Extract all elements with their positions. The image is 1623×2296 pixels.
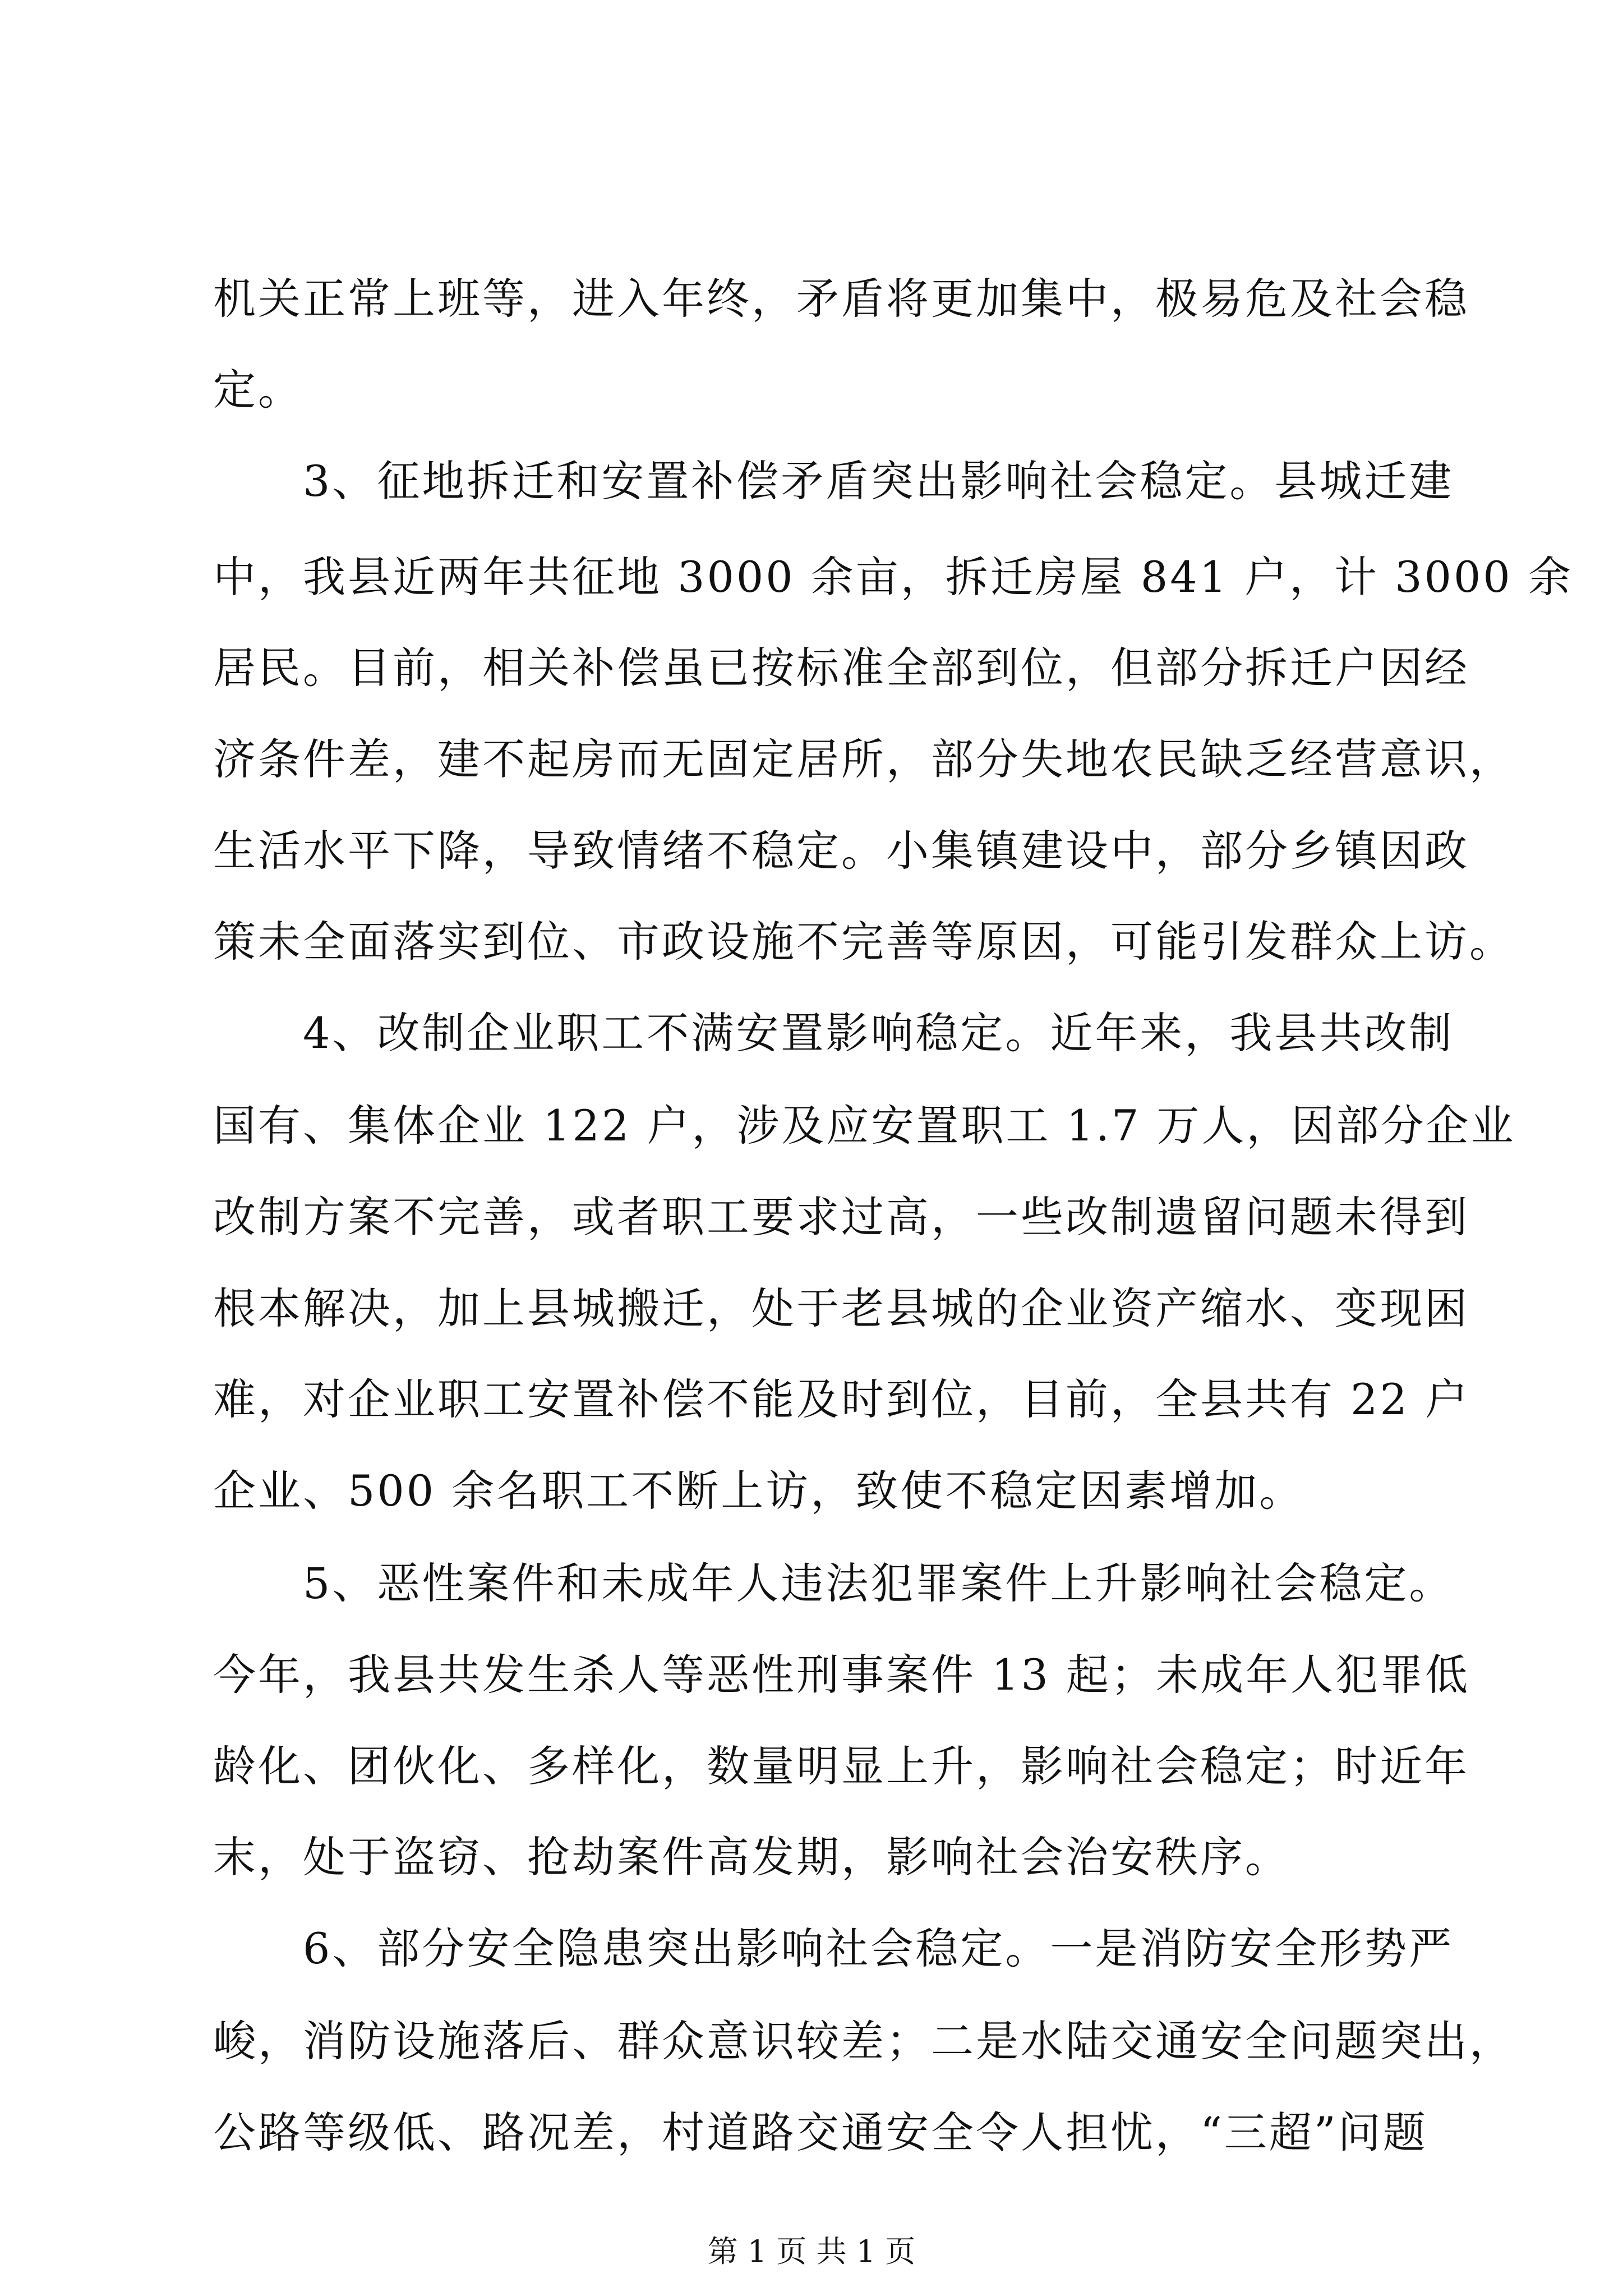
body-line: 根本解决，加上县城搬迁，处于老县城的企业资产缩水、变现困 [213, 1283, 1469, 1333]
body-line: 策未全面落实到位、市政设施不完善等原因，可能引发群众上访。 [213, 917, 1514, 967]
body-line: 生活水平下降，导致情绪不稳定。小集镇建设中，部分乡镇因政 [213, 826, 1469, 876]
body-line: 济条件差，建不起房而无固定居所，部分失地农民缺乏经营意识， [213, 734, 1514, 784]
paragraph-start-line: 6、部分安全隐患突出影响社会稳定。一是消防安全形势严 [303, 1924, 1454, 1973]
paragraph-start-line: 4、改制企业职工不满安置影响稳定。近年来，我县共改制 [303, 1008, 1454, 1058]
body-line: 定。 [213, 365, 303, 415]
body-line: 企业、500 余名职工不断上访，致使不稳定因素增加。 [213, 1466, 1304, 1516]
body-line: 居民。目前，相关补偿虽已按标准全部到位，但部分拆迁户因经 [213, 643, 1469, 693]
body-line: 中，我县近两年共征地 3000 余亩，拆迁房屋 841 户，计 3000 余 [213, 552, 1573, 602]
body-line: 改制方案不完善，或者职工要求过高，一些改制遗留问题未得到 [213, 1192, 1469, 1242]
body-line: 机关正常上班等，进入年终，矛盾将更加集中，极易危及社会稳 [213, 274, 1469, 324]
body-line: 国有、集体企业 122 户，涉及应安置职工 1.7 万人，因部分企业 [213, 1101, 1516, 1151]
body-line: 难，对企业职工安置补偿不能及时到位，目前，全县共有 22 户 [213, 1374, 1470, 1424]
body-line: 今年，我县共发生杀人等恶性刑事案件 13 起；未成年人犯罪低 [213, 1650, 1470, 1700]
paragraph-start-line: 5、恶性案件和未成年人违法犯罪案件上升影响社会稳定。 [303, 1558, 1454, 1608]
body-line: 龄化、团伙化、多样化，数量明显上升，影响社会稳定；时近年 [213, 1741, 1469, 1791]
body-line: 末，处于盗窃、抢劫案件高发期，影响社会治安秩序。 [213, 1832, 1290, 1882]
page-footer: 第 1 页 共 1 页 [707, 2234, 916, 2269]
paragraph-start-line: 3、征地拆迁和安置补偿矛盾突出影响社会稳定。县城迁建 [303, 456, 1454, 506]
body-line: 峻，消防设施落后、群众意识较差；二是水陆交通安全问题突出， [213, 2016, 1514, 2066]
body-line: 公路等级低、路况差，村道路交通安全令人担忧，“三超”问题 [213, 2108, 1428, 2157]
